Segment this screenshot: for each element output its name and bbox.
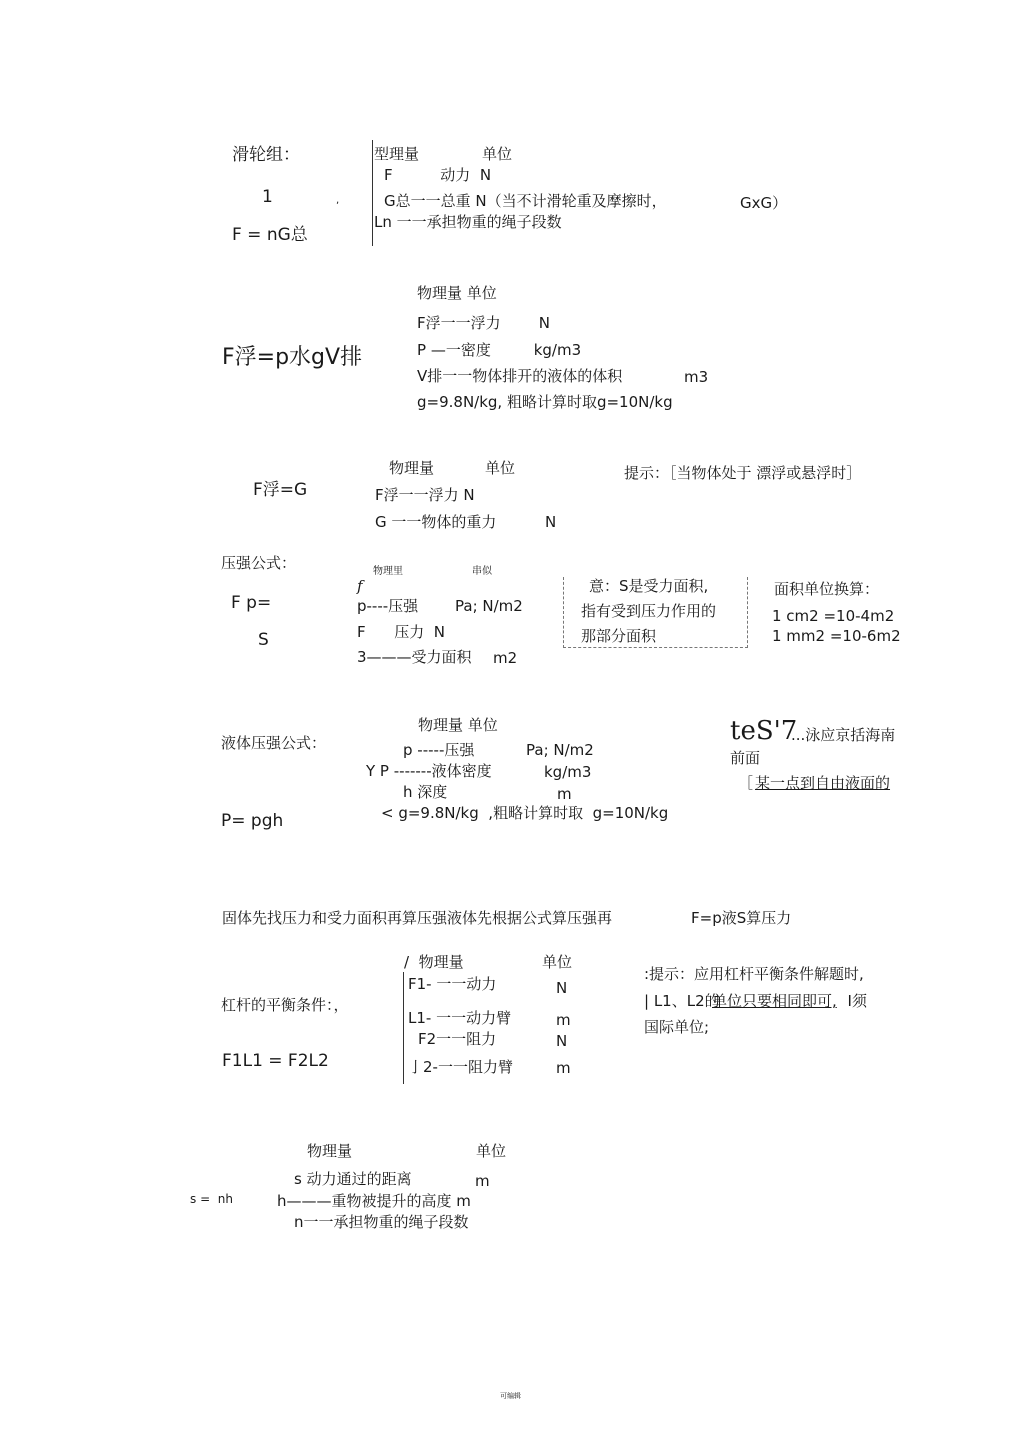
liquid-row-depth-unit: m xyxy=(557,785,572,803)
pressure-f-letter: f xyxy=(357,577,363,595)
float-hint: 提示：［当物体处于 漂浮或悬浮时］ xyxy=(624,464,862,482)
lever-hint-line1: :提示：应用杠杆平衡条件解题时, xyxy=(644,965,864,983)
pressure-row-force: F 压力 N xyxy=(357,623,445,641)
lever-formula: F1L1 = F2L2 xyxy=(222,1051,329,1071)
liquid-side-line2: 前面 xyxy=(730,749,761,767)
liquid-row-pressure-unit: Pa; N/m2 xyxy=(526,741,594,759)
pressure-header-qty: 物理里 xyxy=(373,566,403,577)
lever-header-qty: / 物理量 xyxy=(404,953,464,971)
area-conversion-title: 面积单位换算： xyxy=(774,580,880,598)
distance-header-qty: 物理量 xyxy=(307,1142,353,1160)
lever-row-force: F1- 一一动力 xyxy=(408,975,497,993)
pressure-note-line3: 那部分面积 xyxy=(581,627,657,645)
pulley-row-weight: G总一一总重 N（当不计滑轮重及摩擦时， xyxy=(384,192,667,210)
pressure-row-pressure-unit: Pa; N/m2 xyxy=(455,597,523,615)
pressure-note-line1: 意：S是受力面积, xyxy=(589,577,709,595)
pressure-formula-bottom: S xyxy=(258,630,269,650)
pulley-header-unit: 单位 xyxy=(482,145,513,163)
area-conversion-mm: 1 mm2 =10-6m2 xyxy=(772,627,901,645)
liquid-row-depth: h 深度 xyxy=(403,783,448,801)
liquid-row-density: Y P -------液体密度 xyxy=(366,762,492,780)
pressure-title: 压强公式： xyxy=(221,554,297,572)
liquid-side-garbled-rest: ...泳应京括海南 xyxy=(791,726,896,744)
method-tail: F=p液S算压力 xyxy=(691,909,792,927)
pulley-title: 滑轮组： xyxy=(232,145,300,165)
distance-row-s-unit: m xyxy=(475,1172,490,1190)
pulley-row-weight-tail: GxG） xyxy=(740,194,788,212)
lever-row-resistance-unit: N xyxy=(556,1032,568,1050)
liquid-side-bracket: ［ xyxy=(738,774,754,792)
lever-hint-line3: 国际单位; xyxy=(644,1018,710,1036)
liquid-side-garbled: teS'7 xyxy=(730,716,798,746)
liquid-header: 物理量 单位 xyxy=(418,716,498,734)
float-header-qty: 物理量 xyxy=(389,459,435,477)
distance-header-unit: 单位 xyxy=(476,1142,507,1160)
method-text: 固体先找压力和受力面积再算压强液体先根据公式算压强再 xyxy=(222,909,613,927)
float-row-force: F浮一一浮力 N xyxy=(375,486,475,504)
float-header-unit: 单位 xyxy=(485,459,516,477)
buoyancy-row-density: P —一密度 kg/m3 xyxy=(417,341,582,359)
pulley-row-segments: Ln 一一承担物重的绳子段数 xyxy=(374,213,562,231)
pressure-row-area-unit: m2 xyxy=(493,649,518,667)
pulley-header-qty: 型理量 xyxy=(374,145,420,163)
pulley-fraction-numerator: 1 xyxy=(262,187,273,207)
lever-row-force-arm-unit: m xyxy=(556,1011,571,1029)
pressure-note-line2: 指有受到压力作用的 xyxy=(581,602,717,620)
liquid-title: 液体压强公式： xyxy=(221,734,327,752)
lever-hint-line2-underlined: 单位只要相同即可, xyxy=(712,992,837,1010)
buoyancy-row-volume-unit: m3 xyxy=(684,368,709,386)
float-row-gravity-unit: N xyxy=(545,513,557,531)
distance-row-h: h———重物被提升的高度 m xyxy=(277,1192,471,1210)
lever-row-force-arm: L1- 一一动力臂 xyxy=(408,1009,512,1027)
lever-hint-line2-pre: | L1、L2的 xyxy=(644,992,720,1010)
pressure-row-area: 3———受力面积 xyxy=(357,648,472,666)
buoyancy-header: 物理量 单位 xyxy=(417,284,497,302)
lever-row-resistance: F2一一阻力 xyxy=(418,1030,497,1048)
liquid-row-density-unit: kg/m3 xyxy=(544,763,592,781)
area-conversion-cm: 1 cm2 =10-4m2 xyxy=(772,607,895,625)
buoyancy-row-volume: V排一一物体排开的液体的体积 xyxy=(417,367,623,385)
pressure-formula-top: F p= xyxy=(231,593,272,613)
buoyancy-row-gravity: g=9.8N/kg, 粗略计算时取g=10N/kg xyxy=(417,393,673,411)
lever-bracket xyxy=(403,972,404,1084)
pressure-header-unit: 串似 xyxy=(472,566,492,577)
footer-editable: 可编辑 xyxy=(500,1392,521,1400)
distance-formula: s = nh xyxy=(190,1192,233,1206)
liquid-row-pressure: p -----压强 xyxy=(403,741,475,759)
float-formula: F浮=G xyxy=(253,480,308,500)
pulley-formula: F = nG总 xyxy=(232,225,308,245)
pulley-comma: , xyxy=(336,195,340,206)
liquid-side-line3: 某一点到自由液面的 xyxy=(755,774,891,792)
pulley-bracket xyxy=(372,140,373,246)
lever-hint-line2-post: I须 xyxy=(838,992,867,1010)
lever-row-resistance-arm: 亅2-一一阻力臂 xyxy=(408,1058,513,1076)
pulley-row-force: F 动力 N xyxy=(384,166,492,184)
lever-header-unit: 单位 xyxy=(542,953,573,971)
lever-row-resistance-arm-unit: m xyxy=(556,1059,571,1077)
distance-row-s: s 动力通过的距离 xyxy=(294,1170,412,1188)
distance-row-n: n一一承担物重的绳子段数 xyxy=(294,1213,469,1231)
liquid-formula: P= pgh xyxy=(221,811,284,831)
lever-row-force-unit: N xyxy=(556,979,568,997)
liquid-row-gravity: < g=9.8N/kg ,粗略计算时取 g=10N/kg xyxy=(381,804,669,822)
pressure-row-pressure: p----压强 xyxy=(357,597,419,615)
buoyancy-row-force: F浮一一浮力 N xyxy=(417,314,550,332)
float-row-gravity: G 一一物体的重力 xyxy=(375,513,497,531)
buoyancy-formula: F浮=p水gV排 xyxy=(222,345,363,370)
lever-title: 杠杆的平衡条件：， xyxy=(221,996,349,1014)
